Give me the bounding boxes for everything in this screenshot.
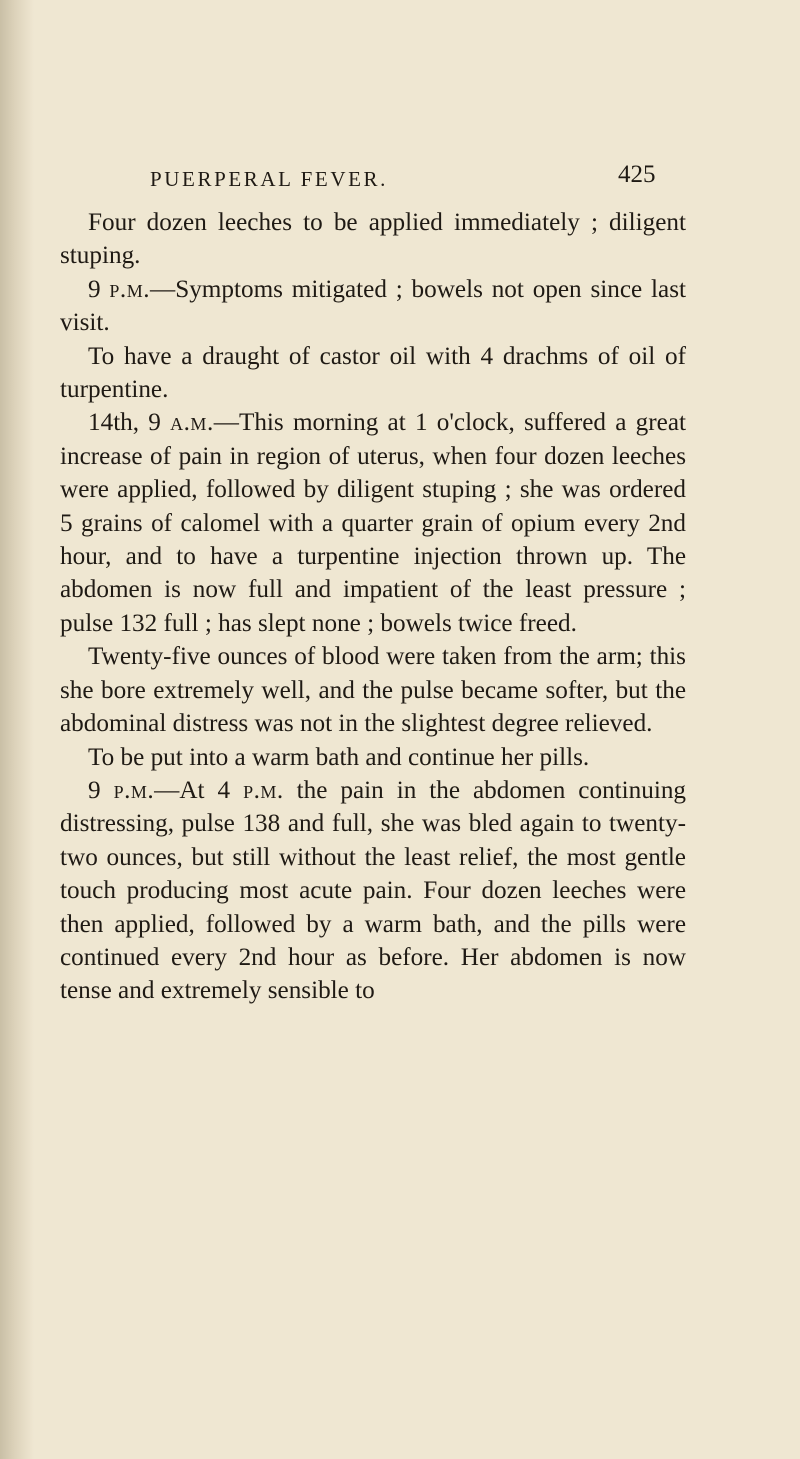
paragraph-text: To have a draught of castor oil with 4 drachms of oil of turpentine. [60, 342, 686, 404]
paragraph-9pm-second [60, 774, 686, 1008]
paragraph-blood-taken [60, 640, 686, 740]
paragraph-14th [60, 406, 686, 640]
paragraph-text: Four dozen leeches to be applied immediately ; diligent stuping. [60, 209, 686, 270]
paragraph-text: To be put into a warm bath and continue her pills. [88, 743, 590, 771]
paragraph-9pm-first [60, 273, 686, 340]
time-marker: p.m. [113, 776, 155, 804]
time-inline: —At 4 [154, 776, 231, 804]
page-number: 425 [618, 161, 656, 188]
date-lead: 14th, 9 [88, 409, 161, 437]
paragraph-text: —This morning at 1 o'clock, suffered a great increase of pain in region of uterus, when four dozen leeches were applied, followed by diligent stuping ; she was ordered 5 grains of calomel with a quarter grain of opium every 2nd hour, and to have a turpentine injection thrown up. The abdomen is now full and impatient of the least pressure ; pulse 132 full ; has slept none ; bowels twice freed. [60, 409, 687, 637]
paragraph-text: the pain in the abdomen continuing distressing, pulse 138 and full, she was bled again to twenty-two ounces, but still without the least relief, the most gentle touch producing most acute pain. Four dozen leeches were then applied, followed by a warm bath, and the pills were continued every 2nd hour as before. Her abdomen is now tense and extremely sensible to [60, 776, 687, 1005]
paragraph-text: —Symptoms mitigated ; bowels not open since last visit. [60, 275, 686, 337]
paragraph-warm-bath [60, 741, 686, 774]
time-marker-second: p.m. [243, 776, 284, 804]
paragraph-castor-oil [60, 340, 686, 407]
body-text [60, 206, 686, 1008]
time-hour: 9 [88, 275, 101, 303]
time-hour: 9 [88, 776, 101, 804]
running-title: PUERPERAL FEVER. [150, 167, 389, 191]
paragraph-text: Twenty-five ounces of blood were taken from the arm; this she bore extremely well, and the pulse became softer, but the abdominal distress was not in the slightest degree relieved. [60, 643, 686, 738]
page-edge-shadow [0, 0, 34, 1459]
time-marker: a.m. [170, 409, 214, 437]
paragraph-leeches [60, 206, 686, 273]
time-marker: p.m. [109, 275, 151, 303]
page-header [0, 159, 800, 199]
